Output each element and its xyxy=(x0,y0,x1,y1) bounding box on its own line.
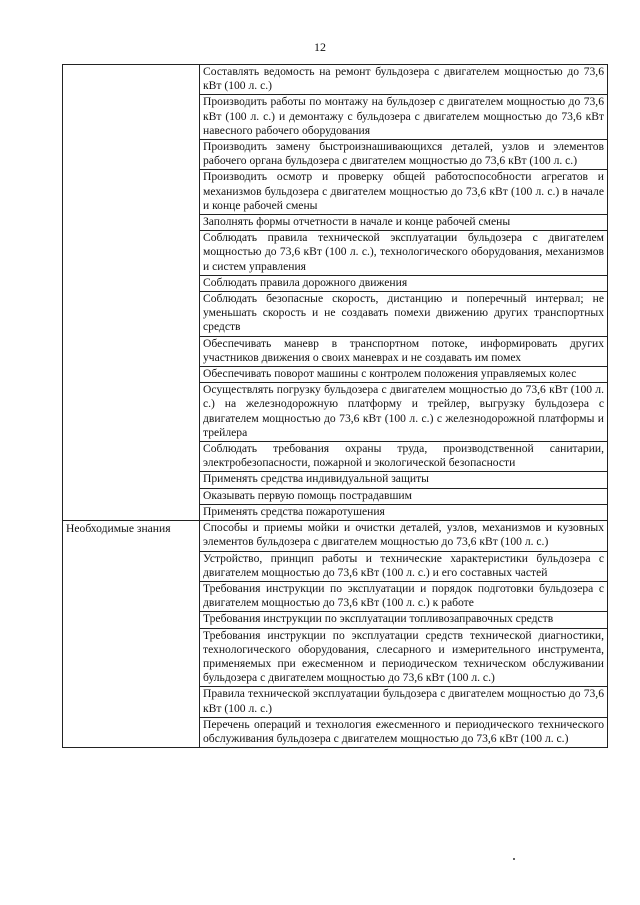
table-cell: Заполнять формы отчетности в начале и конце рабочей смены xyxy=(200,215,608,231)
table-cell: Производить работы по монтажу на бульдозер с двигателем мощностью до 73,6 кВт (100 л. с.) и демонтажу с бульдозера с двигателем мощностью до 73,6 кВт навесного рабочего оборудования xyxy=(200,95,608,140)
table-cell: Соблюдать безопасные скорость, дистанцию и поперечный интервал; не уменьшать скорость и не создавать помехи движению других транспортных средств xyxy=(200,292,608,337)
table-cell: Осуществлять погрузку бульдозера с двигателем мощностью до 73,6 кВт (100 л. с.) на железнодорожную платформу и трейлер, выгрузку бульдозера с двигателем мощностью до 73,6 кВт (100 л. с.) с железнодорожной платформы и трейлера xyxy=(200,383,608,442)
table-cell: Оказывать первую помощь пострадавшим xyxy=(200,488,608,504)
table-cell: Производить осмотр и проверку общей работоспособности агрегатов и механизмов бульдозера с двигателем мощностью до 73,6 кВт (100 л. с.) в начале и конце рабочей смены xyxy=(200,170,608,215)
scan-speck xyxy=(513,858,515,860)
table-cell: Правила технической эксплуатации бульдозера с двигателем мощностью до 73,6 кВт (100 л. с.) xyxy=(200,687,608,717)
table-cell: Требования инструкции по эксплуатации и порядок подготовки бульдозера с двигателем мощностью до 73,6 кВт (100 л. с.) к работе xyxy=(200,581,608,611)
section-label-skills xyxy=(63,65,200,521)
table-cell: Обеспечивать поворот машины с контролем положения управляемых колес xyxy=(200,367,608,383)
table-cell: Применять средства пожаротушения xyxy=(200,504,608,520)
table-cell: Устройство, принцип работы и технические характеристики бульдозера с двигателем мощностью до 73,6 кВт (100 л. с.) и его составных частей xyxy=(200,551,608,581)
table-cell: Требования инструкции по эксплуатации средств технической диагностики, технологического оборудования, слесарного и измерительного инструмента, применяемых при ежесменном и периодическом техническом обслуживании бульдозера с двигателем мощностью до 73,6 кВт (100 л. с.) xyxy=(200,628,608,687)
table-cell: Требования инструкции по эксплуатации топливозаправочных средств xyxy=(200,612,608,628)
page-number: 12 xyxy=(314,40,326,54)
section-label-knowledge: Необходимые знания xyxy=(63,521,200,748)
table-cell: Обеспечивать маневр в транспортном потоке, информировать других участников движения о своих маневрах и не создавать им помех xyxy=(200,336,608,366)
table-row xyxy=(63,65,608,95)
table-cell: Соблюдать правила дорожного движения xyxy=(200,275,608,291)
table-cell: Соблюдать требования охраны труда, производственной санитарии, электробезопасности, пожарной и экологической безопасности xyxy=(200,442,608,472)
table-cell: Составлять ведомость на ремонт бульдозера с двигателем мощностью до 73,6 кВт (100 л. с.) xyxy=(200,65,608,95)
table-row xyxy=(63,521,608,551)
requirements-table xyxy=(62,64,608,748)
table-cell: Применять средства индивидуальной защиты xyxy=(200,472,608,488)
table-cell: Способы и приемы мойки и очистки деталей, узлов, механизмов и кузовных элементов бульдозера с двигателем мощностью до 73,6 кВт (100 л. с.) xyxy=(200,521,608,551)
table-cell: Перечень операций и технология ежесменного и периодического технического обслуживания бульдозера с двигателем мощностью до 73,6 кВт (100 л. с.) xyxy=(200,717,608,747)
table-cell: Производить замену быстроизнашивающихся деталей, узлов и элементов рабочего органа бульдозера с двигателем мощностью до 73,6 кВт (100 л. с.) xyxy=(200,140,608,170)
table-cell: Соблюдать правила технической эксплуатации бульдозера с двигателем мощностью до 73,6 кВт (100 л. с.), технологического оборудования, механизмов и систем управления xyxy=(200,231,608,276)
